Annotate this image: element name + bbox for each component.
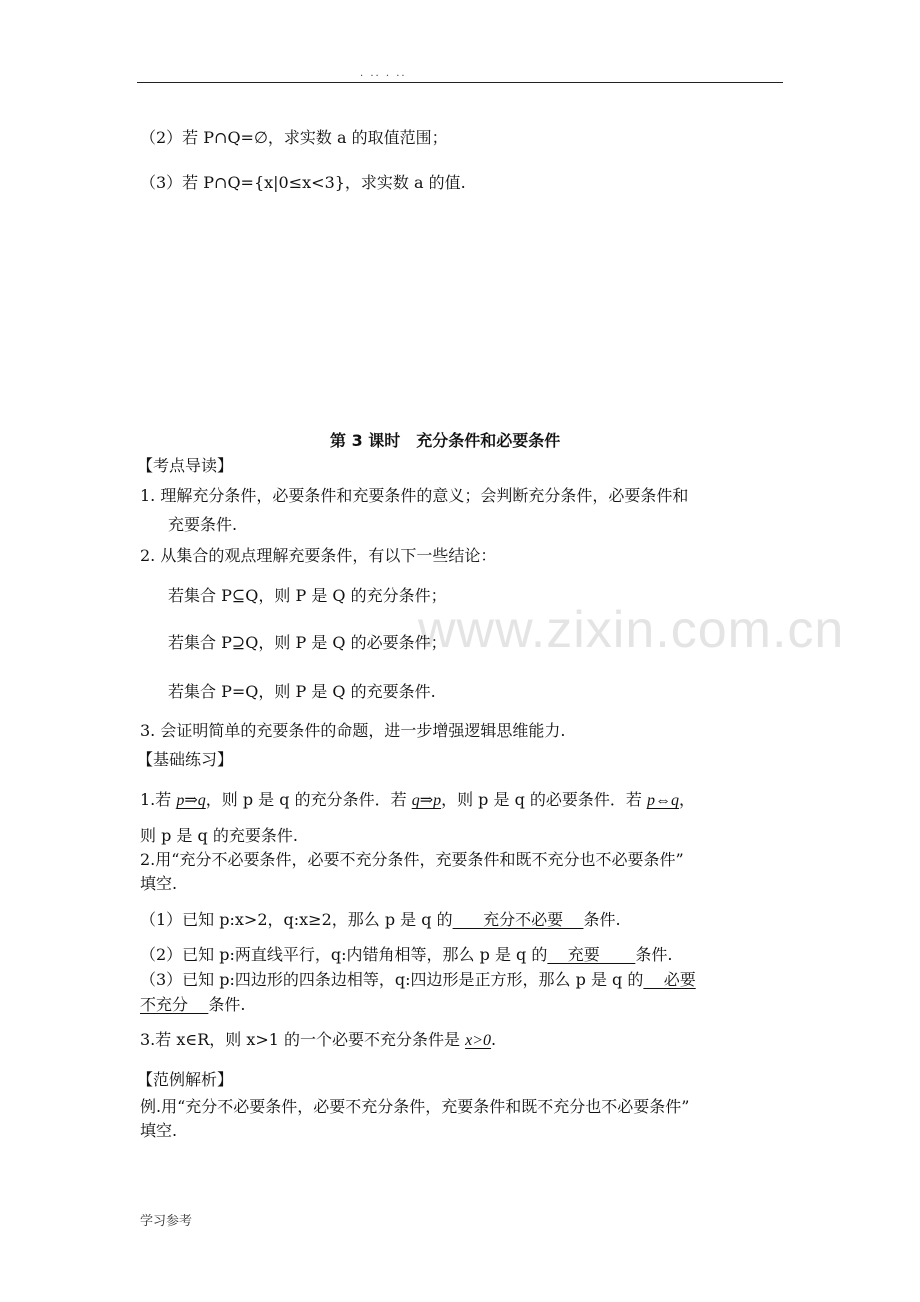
p3-suffix: . (491, 1030, 497, 1049)
prev-question-3: （3）若 P∩Q={x|0≤x<3}，求实数 a 的值. (140, 173, 466, 192)
header-rule (137, 82, 783, 83)
basic-problem-3 (140, 1030, 496, 1051)
example-heading: 【范例解析】 (137, 1070, 234, 1089)
guide-item-2: 2. 从集合的观点理解充要条件，有以下一些结论： (140, 546, 497, 565)
guide-item-1: 1. 理解充分条件，必要条件和充要条件的意义；会判断充分条件，必要条件和 (140, 486, 689, 505)
p3-answer: x>0 (465, 1032, 492, 1049)
guide-conclusion-subset: 若集合 P⊆Q，则 P 是 Q 的充分条件； (168, 586, 447, 605)
basic-subproblem-2 (140, 945, 672, 965)
guide-heading: 【考点导读】 (137, 456, 234, 475)
s2-text: （2）已知 p:两直线平行，q:内错角相等，那么 p 是 q 的 (140, 945, 548, 964)
s2-suffix: 条件. (635, 945, 673, 964)
basic-subproblem-3 (140, 970, 696, 990)
basic-problem-2-line1: 2.用“充分不必要条件，必要不充分条件，充要条件和既不充分也不必要条件” (140, 850, 684, 869)
basic-problem-1-line1 (140, 790, 695, 811)
s3-text: （3）已知 p:四边形的四条边相等，q:四边形是正方形，那么 p 是 q 的 (140, 970, 644, 989)
p1-answer-sufficient: p⇒q (176, 792, 206, 809)
p1-mid1: ，则 p 是 q 的充分条件．若 (205, 790, 412, 809)
s1-text: （1）已知 p:x>2，q:x≥2，那么 p 是 q 的 (140, 910, 453, 929)
basic-heading: 【基础练习】 (137, 750, 234, 769)
basic-subproblem-1 (140, 910, 621, 930)
p1-prefix: 1.若 (140, 790, 177, 809)
guide-conclusion-equal: 若集合 P=Q，则 P 是 Q 的充要条件. (168, 682, 436, 701)
s1-suffix: 条件. (583, 910, 621, 929)
p1-suffix: ， (679, 790, 696, 809)
s1-answer: 充分不必要 (452, 910, 584, 929)
basic-subproblem-3-cont (140, 995, 245, 1015)
guide-item-3: 3. 会证明简单的充要条件的命题，进一步增强逻辑思维能力. (140, 721, 566, 740)
basic-problem-2-line2: 填空. (140, 874, 178, 893)
p1-answer-necessary: q⇒p (411, 792, 442, 809)
s3-answer-part1: 必要 (643, 970, 696, 989)
guide-item-1-cont: 充要条件. (168, 515, 238, 534)
prev-question-2: （2）若 P∩Q=∅，求实数 a 的取值范围； (140, 128, 448, 147)
p3-text: 3.若 x∈R，则 x>1 的一个必要不充分条件是 (140, 1030, 466, 1049)
header-marks: . .. . .. (360, 68, 407, 79)
p1-answer-iff: p⇔q (647, 792, 680, 809)
example-line1: 例.用“充分不必要条件，必要不充分条件，充要条件和既不充分也不必要条件” (140, 1097, 690, 1116)
lesson-title: 第 3 课时 充分条件和必要条件 (330, 431, 561, 450)
s2-answer: 充要 (547, 945, 636, 964)
s3-answer-part2: 不充分 (140, 995, 209, 1014)
watermark: www.zixin.com.cn (418, 601, 845, 659)
basic-problem-1-line2: 则 p 是 q 的充要条件. (140, 826, 298, 845)
footer-note: 学习参考 (140, 1214, 193, 1229)
guide-conclusion-superset: 若集合 P⊇Q，则 P 是 Q 的必要条件； (168, 633, 447, 652)
example-line2: 填空. (140, 1121, 178, 1140)
p1-mid2: ，则 p 是 q 的必要条件．若 (441, 790, 648, 809)
s3-suffix: 条件. (208, 995, 246, 1014)
